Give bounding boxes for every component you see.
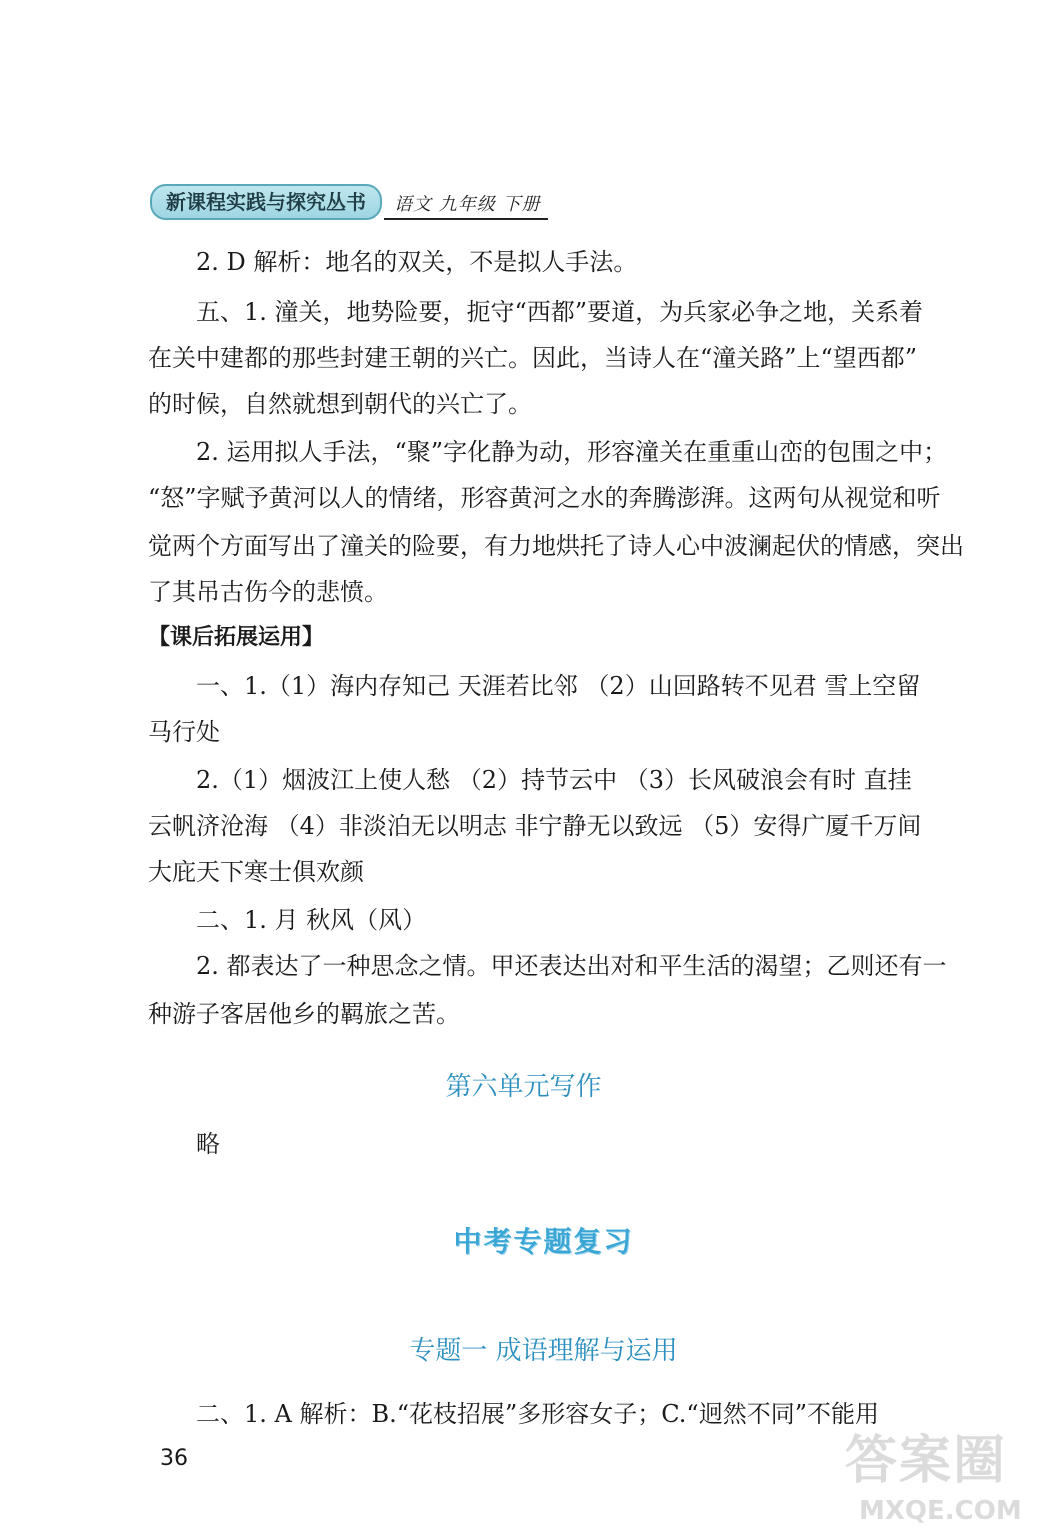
- unit-writing-title: 第六单元写作: [445, 1072, 602, 1102]
- answer-line: 云帆济沧海 （4）非淡泊无以明志 非宁静无以致远 （5）安得广厦千万间: [148, 812, 922, 840]
- answer-line: 马行处: [148, 718, 220, 746]
- answer-line: 2. 运用拟人手法，“聚”字化静为动，形容潼关在重重山峦的包围之中；: [196, 438, 948, 466]
- answer-line: 二、1. 月 秋风（风）: [196, 906, 427, 934]
- answer-line: 二、1. A 解析：B.“花枝招展”多形容女子；C.“迥然不同”不能用: [196, 1400, 879, 1428]
- answer-line: 2.（1）烟波江上使人愁 （2）持节云中 （3）长风破浪会有时 直挂: [196, 766, 912, 794]
- section-heading: 【课后拓展运用】: [148, 625, 325, 650]
- answer-line: 2. 都表达了一种思念之情。甲还表达出对和平生活的渴望；乙则还有一: [196, 952, 947, 980]
- answer-line: 的时候，自然就想到朝代的兴亡了。: [148, 390, 532, 418]
- answer-line: 大庇天下寒士俱欢颜: [148, 858, 364, 886]
- watermark-url: MXQE.COM: [859, 1496, 1022, 1526]
- exam-review-title: 中考专题复习: [453, 1225, 634, 1258]
- answer-line: 一、1.（1）海内存知己 天涯若比邻 （2）山回路转不见君 雪上空留: [196, 672, 921, 700]
- answer-line: 在关中建都的那些封建王朝的兴亡。因此，当诗人在“潼关路”上“望西都”: [148, 344, 918, 372]
- answer-line: 2. D 解析：地名的双关，不是拟人手法。: [196, 248, 638, 276]
- answer-line: 觉两个方面写出了潼关的险要，有力地烘托了诗人心中波澜起伏的情感，突出: [148, 532, 964, 560]
- answer-line: 略: [196, 1130, 220, 1158]
- watermark-logo: [845, 1418, 1035, 1528]
- answer-line: 五、1. 潼关，地势险要，扼守“西都”要道，为兵家必争之地，关系着: [196, 298, 924, 326]
- topic-title: 专题一 成语理解与运用: [409, 1336, 678, 1366]
- page-number: 36: [160, 1446, 188, 1471]
- book-header: [150, 184, 548, 220]
- series-badge: 新课程实践与探究丛书: [150, 184, 382, 220]
- answer-line: “怒”字赋予黄河以人的情绪，形容黄河之水的奔腾澎湃。这两句从视觉和听: [148, 484, 941, 512]
- watermark-text: 答案圈: [845, 1431, 1008, 1491]
- answer-line: 了其吊古伤今的悲愤。: [148, 578, 388, 606]
- answer-line: 种游子客居他乡的羁旅之苦。: [148, 1000, 460, 1028]
- subject-label: 语文 九年级 下册: [384, 190, 548, 220]
